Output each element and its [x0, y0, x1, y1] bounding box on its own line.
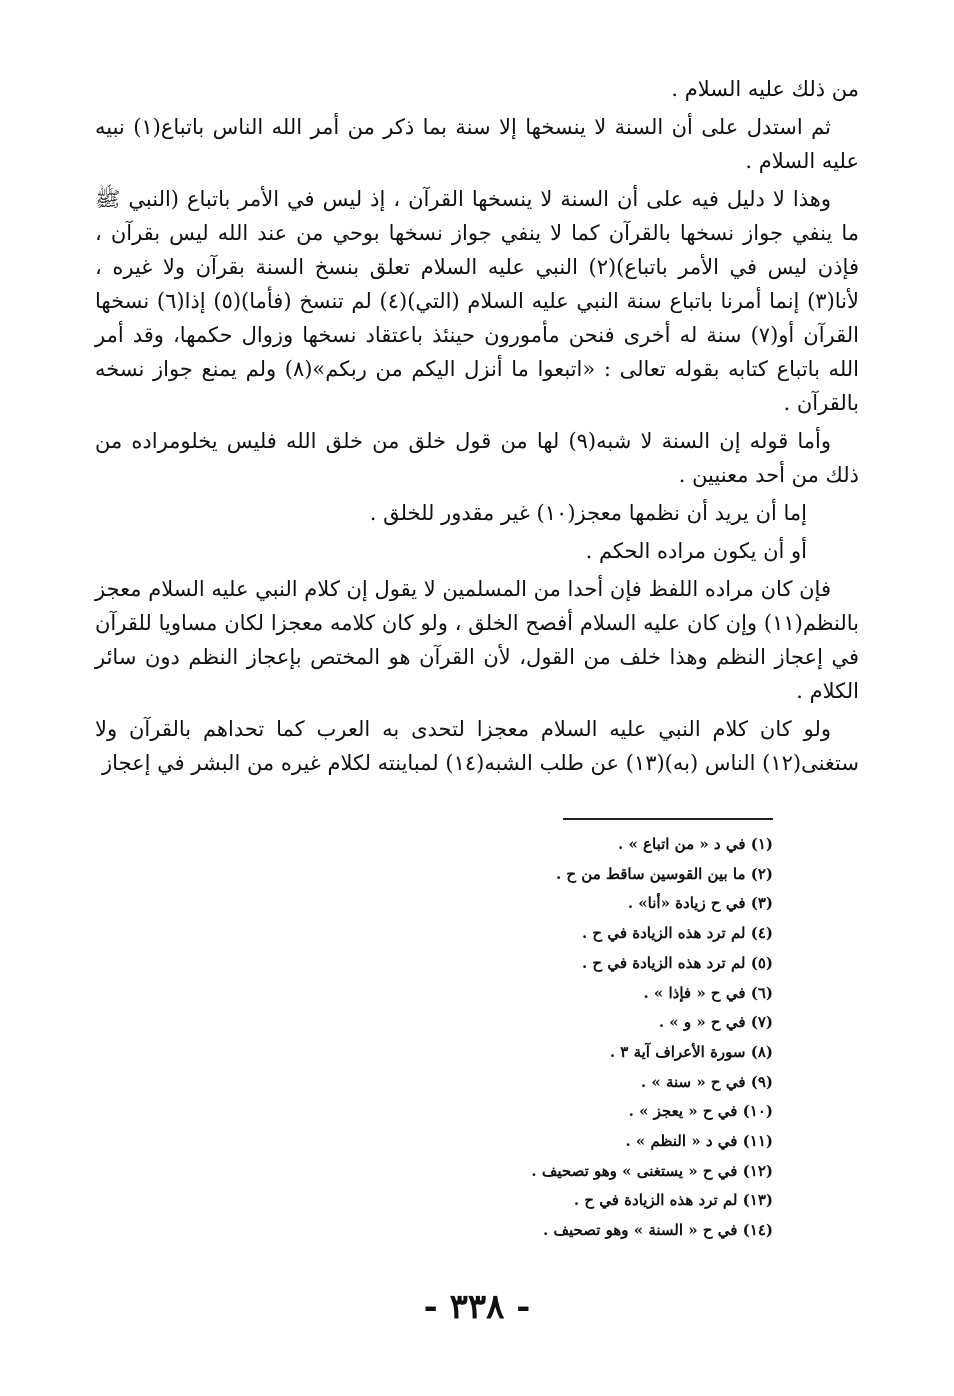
- footnote: (١٤) في ح « السنة » وهو تصحيف .: [543, 1221, 773, 1240]
- footnote: (٣) في ح زيادة «أنا» .: [627, 894, 773, 913]
- page-number: - ٣٣٨ -: [423, 1287, 531, 1327]
- footnote: (٩) في ح « سنة » .: [640, 1072, 773, 1091]
- paragraph: ثم استدل على أن السنة لا ينسخها إلا سنة بما ذكر من أمر الله الناس باتباع(١) نبيه عليه السلام .: [95, 115, 859, 173]
- footnote: (١) في د « من اتباع » .: [618, 835, 773, 853]
- paragraph: ولو كان كلام النبي عليه السلام معجزا لتحدى به العرب كما تحداهم بالقرآن ولا ستغنى(١٢) الناس (به)(١٣) عن طلب الشبه(١٤) لمباينته لكلام غيره من البشر في إعجاز: [95, 717, 859, 775]
- footnote: (٧) في ح « و » .: [658, 1013, 773, 1032]
- footnote: (٦) في ح « فإذا » .: [643, 983, 773, 1002]
- footnote: (١٣) لم ترد هذه الزيادة في ح .: [573, 1191, 773, 1210]
- footnote: (١٢) في ح « يستغنى » وهو تصحيف .: [531, 1161, 773, 1180]
- footnote: (٤) لم ترد هذه الزيادة في ح .: [581, 924, 773, 943]
- footnote-divider: [563, 818, 773, 820]
- footnote: (٥) لم ترد هذه الزيادة في ح .: [581, 953, 773, 972]
- paragraph: إما أن يريد أن نظمها معجز(١٠) غير مقدور للخلق .: [369, 501, 807, 525]
- paragraph: من ذلك عليه السلام .: [671, 77, 859, 101]
- footnote: (١١) في د « النظم » .: [625, 1132, 773, 1151]
- main-text: [95, 72, 859, 780]
- paragraph: وهذا لا دليل فيه على أن السنة لا ينسخها القرآن ، إذ ليس في الأمر باتباع (النبي ﷺ ما ينفي جواز نسخها بالقرآن كما لا ينفي جواز نسخها بوحي من عند الله ليس بقرآن ، فإذن ليس في الأمر باتباع)(٢) النبي عليه السلام تعلق بنسخ السنة بقرآن ولا غيره ، لأنا(٣) إنما أمرنا باتباع سنة النبي عليه السلام (التي)(٤) لم تنسخ (فأما)(٥) إذا(٦) نسخها القرآن أو(٧) سنة له أخرى فنحن مأمورون حينئذ باعتقاد نسخها وزوال حكمها، وقد أمر الله باتباع كتابه بقوله تعالى : «اتبعوا ما أنزل اليكم من ربكم»(٨) ولم يمنع جواز نسخه بالقرآن .: [95, 187, 860, 415]
- footnote: (١٠) في ح « يعجز » .: [628, 1102, 773, 1121]
- footnote: (٢) ما بين القوسين ساقط من ح .: [555, 864, 773, 883]
- footnotes: [173, 830, 773, 1246]
- paragraph: وأما قوله إن السنة لا شبه(٩) لها من قول خلق من خلق الله فليس يخلومراده من ذلك من أحد معنيين .: [95, 429, 859, 487]
- paragraph: فإن كان مراده اللفظ فإن أحدا من المسلمين لا يقول إن كلام النبي عليه السلام معجز بالنظم(١١) وإن كان عليه السلام أفصح الخلق ، ولو كان كلامه معجزا لكان مساويا للقرآن في إعجاز النظم وهذا خلف من القول، لأن القرآن هو المختص بإعجاز النظم دون سائر الكلام .: [95, 577, 859, 703]
- paragraph: أو أن يكون مراده الحكم .: [585, 539, 807, 563]
- footnote: (٨) سورة الأعراف آية ٣ .: [609, 1042, 773, 1061]
